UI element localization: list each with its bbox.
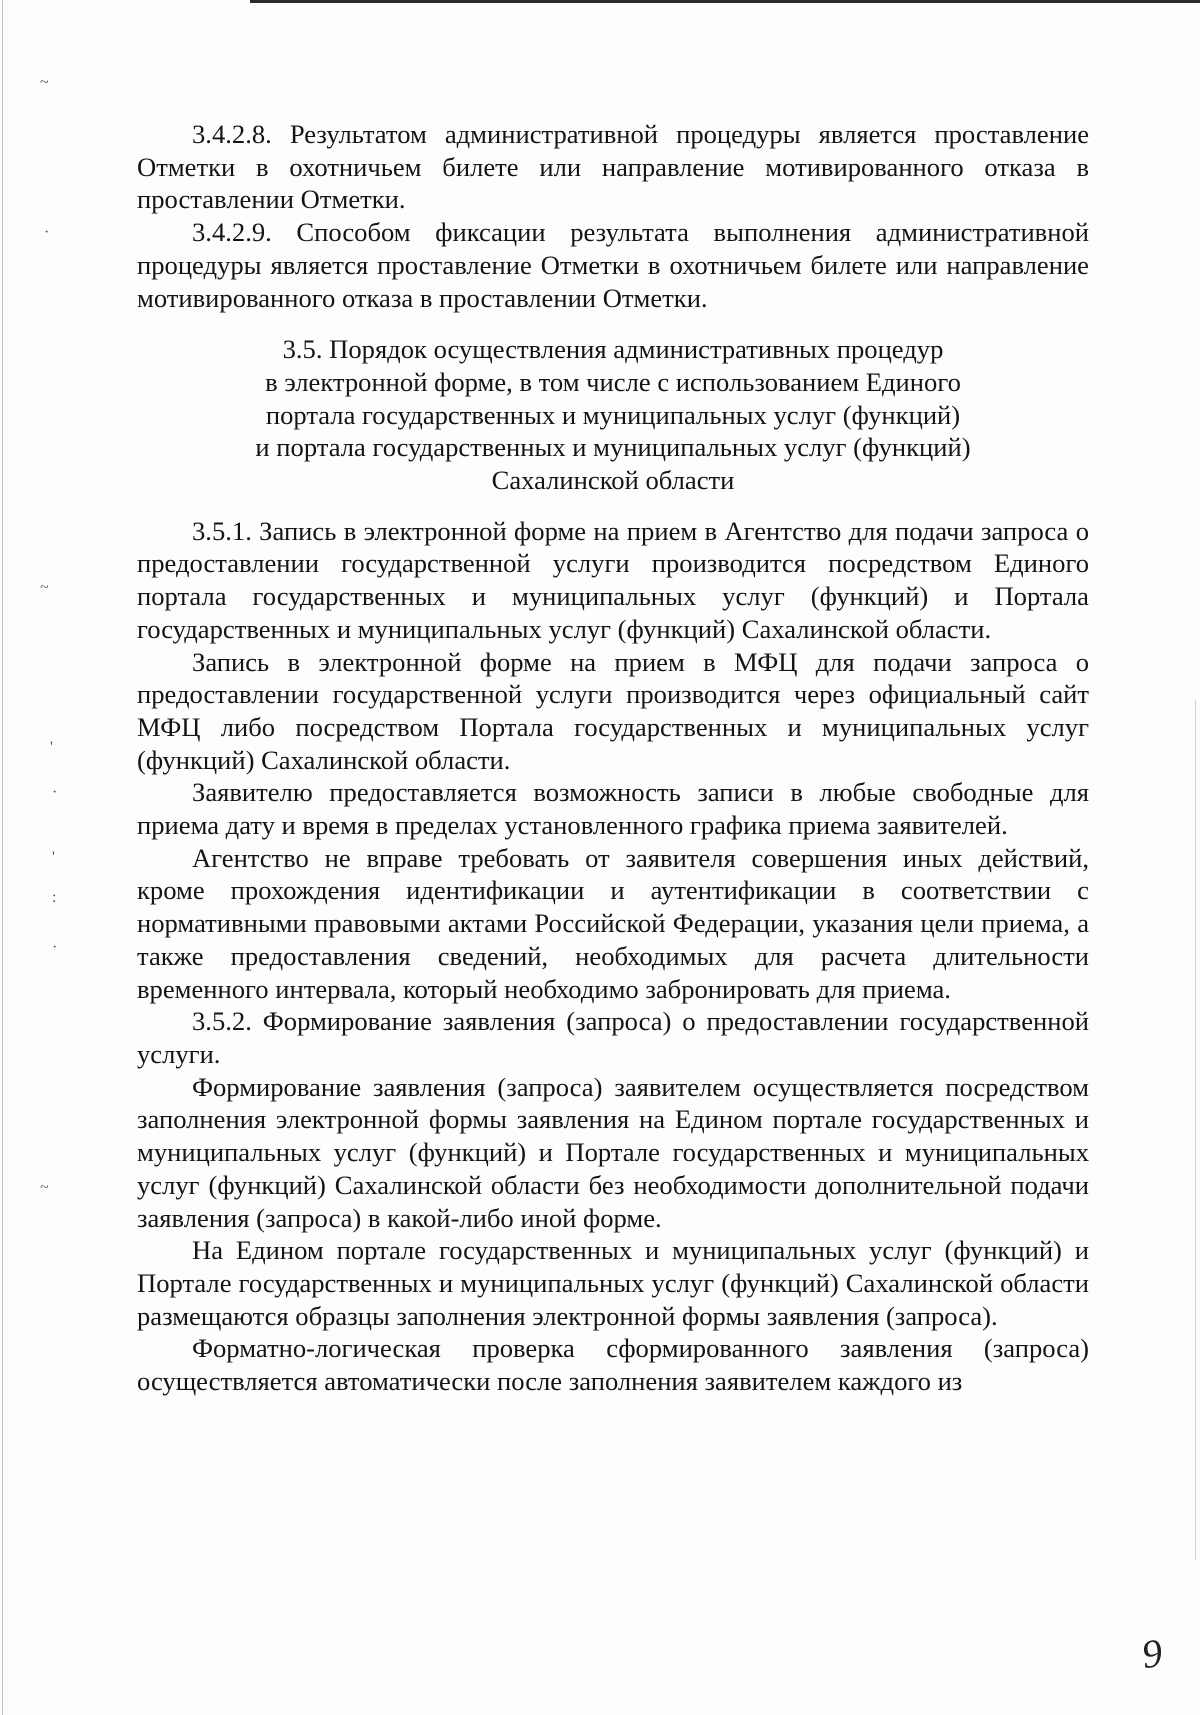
scan-speck: ·: [52, 939, 58, 956]
paragraph-mfc-appointment: Запись в электронной форме на прием в МФЦ для подачи запроса о предоставлении государственной услуги производится через официальный сайт МФЦ либо посредством Портала государственных и муниципальных услуг (функций) Сахалинской области.: [137, 646, 1089, 775]
heading-line: и портала государственных и муниципальных услуг (функций): [255, 432, 971, 463]
scan-speck: ·: [44, 224, 50, 241]
document-body: [137, 118, 1089, 1398]
scan-speck: ·: [52, 784, 58, 801]
left-scan-edge: [2, 0, 3, 1715]
scan-speck: ~: [40, 74, 49, 91]
heading-line: в электронной форме, в том числе с использованием Единого: [265, 366, 961, 397]
paragraph-form-samples: На Едином портале государственных и муниципальных услуг (функций) и Портале государственных и муниципальных услуг (функций) Сахалинской области размещаются образцы заполнения электронной формы заявления (запроса).: [137, 1235, 1089, 1331]
paragraph-free-slots: Заявителю предоставляется возможность записи в любые свободные для приема дату и время в пределах установленного графика приема заявителей.: [137, 777, 1089, 841]
page-number: 9: [1138, 1629, 1166, 1678]
paragraph-3-5-1: 3.5.1. Запись в электронной форме на прием в Агентство для подачи запроса о предоставлении государственной услуги производится посредством Единого портала государственных и муниципальных услуг (функций) и Портала государственных и муниципальных услуг (функций) Сахалинской области.: [137, 515, 1089, 644]
paragraph-3-4-2-8: 3.4.2.8. Результатом административной процедуры является проставление Отметки в охотничьем билете или направление мотивированного отказа в проставлении Отметки.: [137, 119, 1089, 215]
top-border-line: [250, 0, 1200, 3]
scan-speck: ': [50, 739, 53, 756]
heading-line: портала государственных и муниципальных услуг (функций): [265, 399, 961, 430]
paragraph-application-forming: Формирование заявления (запроса) заявителем осуществляется посредством заполнения электронной формы заявления на Едином портале государственных и муниципальных услуг (функций) и Портале государственных и муниципальных услуг (функций) Сахалинской области без необходимости дополнительной подачи заявления (запроса) в какой-либо иной форме.: [137, 1071, 1089, 1233]
paragraph-3-5-2: 3.5.2. Формирование заявления (запроса) о предоставлении государственной услуги.: [137, 1006, 1089, 1069]
paragraph-3-4-2-9: 3.4.2.9. Способом фиксации результата выполнения административной процедуры является проставление Отметки в охотничьем билете или направление мотивированного отказа в проставлении Отметки.: [137, 217, 1089, 313]
scan-speck: ~: [40, 579, 49, 596]
heading-line: 3.5. Порядок осуществления административных процедур: [282, 334, 944, 365]
right-scan-edge: [1195, 700, 1196, 1560]
paragraph-agency-restrictions: Агентство не вправе требовать от заявителя совершения иных действий, кроме прохождения идентификации и аутентификации в соответствии с нормативными правовыми актами Российской Федерации, указания цели приема, а также предоставления сведений, необходимых для расчета длительности временного интервала, который необходимо забронировать для приема.: [137, 842, 1089, 1004]
heading-line: Сахалинской области: [491, 465, 735, 496]
section-heading-3-5: [137, 333, 1089, 515]
scan-speck: :: [52, 889, 57, 906]
scan-speck: ~: [40, 1179, 49, 1196]
scan-speck: ': [52, 849, 55, 866]
paragraph-format-check: Форматно-логическая проверка сформированного заявления (запроса) осуществляется автоматически после заполнения заявителем каждого из: [137, 1333, 1089, 1397]
